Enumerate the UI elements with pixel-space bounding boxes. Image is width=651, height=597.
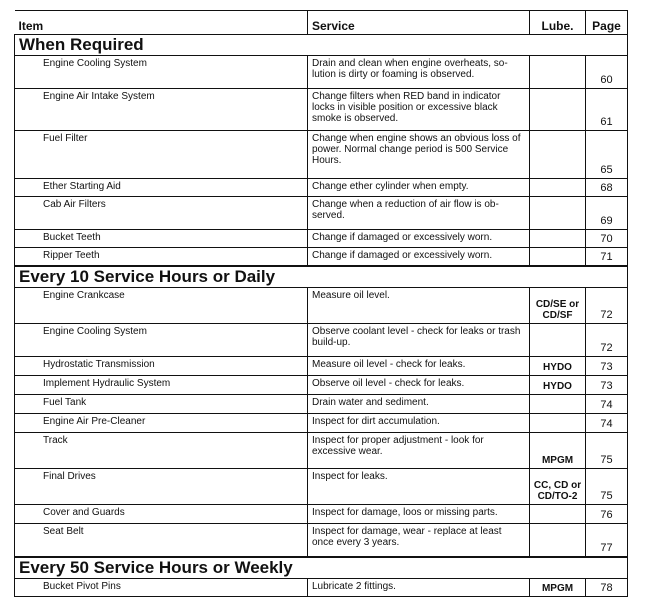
service-cell: Change if damaged or excessively worn. <box>308 230 530 248</box>
section-heading: Every 50 Service Hours or Weekly <box>15 557 628 579</box>
lube-cell <box>530 524 586 558</box>
table-row <box>15 89 628 131</box>
service-cell: Change when a reduction of air flow is ob-served. <box>308 197 530 230</box>
item-cell: Final Drives <box>15 469 308 505</box>
table-row <box>15 56 628 89</box>
item-cell: Fuel Filter <box>15 131 308 179</box>
page-cell: 73 <box>586 376 628 395</box>
item-cell: Bucket Pivot Pins <box>15 579 308 597</box>
service-cell: Change ether cylinder when empty. <box>308 179 530 197</box>
service-cell: Drain water and sediment. <box>308 395 530 414</box>
table-row <box>15 357 628 376</box>
item-cell: Seat Belt <box>15 524 308 558</box>
page-cell: 61 <box>586 89 628 131</box>
table-row <box>15 179 628 197</box>
column-header-lube: Lube. <box>530 11 586 35</box>
page-cell: 75 <box>586 469 628 505</box>
service-cell: Change when engine shows an obvious loss of power. Normal change period is 500 Service Hours. <box>308 131 530 179</box>
page-cell: 60 <box>586 56 628 89</box>
section-heading-row <box>15 557 628 579</box>
table-row <box>15 433 628 469</box>
maintenance-table <box>14 10 628 597</box>
lube-cell: MPGM <box>530 433 586 469</box>
page-cell: 77 <box>586 524 628 558</box>
table-row <box>15 324 628 357</box>
column-header-item: Item <box>15 11 308 35</box>
page-cell: 72 <box>586 288 628 324</box>
table-row <box>15 395 628 414</box>
section-heading-row <box>15 266 628 288</box>
page-cell: 74 <box>586 395 628 414</box>
lube-cell <box>530 324 586 357</box>
page-cell: 70 <box>586 230 628 248</box>
lube-cell: CC, CD or CD/TO-2 <box>530 469 586 505</box>
lube-cell: HYDO <box>530 357 586 376</box>
table-row <box>15 414 628 433</box>
table-row <box>15 376 628 395</box>
service-cell: Inspect for proper adjustment - look for excessive wear. <box>308 433 530 469</box>
lube-cell <box>530 248 586 267</box>
table-body <box>15 35 628 597</box>
page-cell: 75 <box>586 433 628 469</box>
item-cell: Ripper Teeth <box>15 248 308 267</box>
page-cell: 69 <box>586 197 628 230</box>
lube-cell <box>530 505 586 524</box>
table-row <box>15 288 628 324</box>
section-heading-row <box>15 35 628 56</box>
page-cell: 74 <box>586 414 628 433</box>
table-row <box>15 197 628 230</box>
service-cell: Drain and clean when engine overheats, so-lution is dirty or foaming is observed. <box>308 56 530 89</box>
lube-cell <box>530 197 586 230</box>
service-cell: Inspect for damage, wear - replace at least once every 3 years. <box>308 524 530 558</box>
page-cell: 71 <box>586 248 628 267</box>
service-cell: Change filters when RED band in indicator locks in visible position or excessive black smoke is observed. <box>308 89 530 131</box>
lube-cell <box>530 179 586 197</box>
lube-cell <box>530 89 586 131</box>
item-cell: Engine Air Pre-Cleaner <box>15 414 308 433</box>
table-row <box>15 248 628 267</box>
service-cell: Change if damaged or excessively worn. <box>308 248 530 267</box>
page-cell: 76 <box>586 505 628 524</box>
item-cell: Ether Starting Aid <box>15 179 308 197</box>
column-header-page: Page <box>586 11 628 35</box>
lube-cell <box>530 395 586 414</box>
item-cell: Engine Air Intake System <box>15 89 308 131</box>
page-cell: 73 <box>586 357 628 376</box>
service-cell: Observe coolant level - check for leaks or trash build-up. <box>308 324 530 357</box>
service-cell: Observe oil level - check for leaks. <box>308 376 530 395</box>
table-row <box>15 131 628 179</box>
lube-cell <box>530 56 586 89</box>
table-row <box>15 505 628 524</box>
table-row <box>15 469 628 505</box>
service-cell: Inspect for damage, loos or missing parts. <box>308 505 530 524</box>
service-cell: Inspect for dirt accumulation. <box>308 414 530 433</box>
table-row <box>15 230 628 248</box>
item-cell: Track <box>15 433 308 469</box>
lube-cell <box>530 131 586 179</box>
service-cell: Lubricate 2 fittings. <box>308 579 530 597</box>
section-heading: When Required <box>15 35 628 56</box>
column-header-service: Service <box>308 11 530 35</box>
item-cell: Engine Crankcase <box>15 288 308 324</box>
lube-cell: CD/SE or CD/SF <box>530 288 586 324</box>
lube-cell: MPGM <box>530 579 586 597</box>
lube-cell <box>530 414 586 433</box>
item-cell: Engine Cooling System <box>15 324 308 357</box>
item-cell: Cover and Guards <box>15 505 308 524</box>
section-heading: Every 10 Service Hours or Daily <box>15 266 628 288</box>
item-cell: Hydrostatic Transmission <box>15 357 308 376</box>
table-row <box>15 579 628 597</box>
table-row <box>15 524 628 558</box>
page-cell: 78 <box>586 579 628 597</box>
table-header <box>15 11 628 35</box>
item-cell: Engine Cooling System <box>15 56 308 89</box>
item-cell: Bucket Teeth <box>15 230 308 248</box>
service-cell: Measure oil level. <box>308 288 530 324</box>
lube-cell <box>530 230 586 248</box>
page-cell: 72 <box>586 324 628 357</box>
service-cell: Inspect for leaks. <box>308 469 530 505</box>
page-cell: 68 <box>586 179 628 197</box>
item-cell: Implement Hydraulic System <box>15 376 308 395</box>
item-cell: Cab Air Filters <box>15 197 308 230</box>
maintenance-interval-chart <box>14 10 627 597</box>
item-cell: Fuel Tank <box>15 395 308 414</box>
lube-cell: HYDO <box>530 376 586 395</box>
service-cell: Measure oil level - check for leaks. <box>308 357 530 376</box>
page-cell: 65 <box>586 131 628 179</box>
